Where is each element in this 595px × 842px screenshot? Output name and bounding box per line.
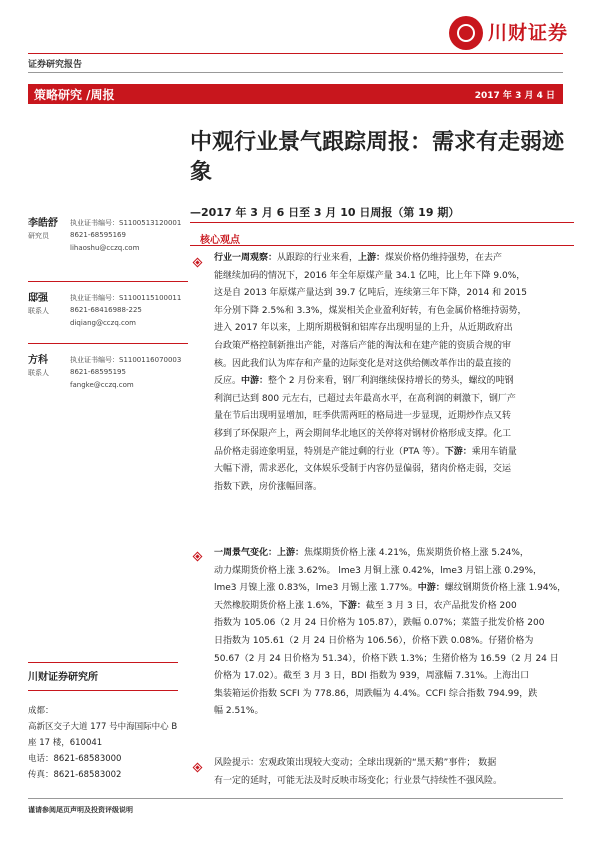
- risk-paragraph: [214, 755, 574, 790]
- analyst-role: 联系人: [28, 307, 49, 315]
- text-run: 焦煤期货价格上涨 4.21%，焦炭期货价格上涨 5.24%，: [304, 548, 529, 558]
- text-run: 煤炭价格仍维持强势，在去产: [385, 253, 503, 263]
- report-date: 2017 年 3 月 4 日: [474, 91, 555, 101]
- paragraph-line: [214, 426, 574, 444]
- bullet-icon: [193, 763, 203, 773]
- paragraph-line: [214, 373, 574, 391]
- header-divider: [28, 53, 563, 54]
- analyst-cert: 执业证书编号：S1100116070003: [70, 356, 182, 364]
- analyst-name: 李皓舒: [28, 218, 58, 229]
- report-type: 证券研究报告: [28, 60, 83, 70]
- analyst-name: 方科: [28, 355, 48, 366]
- report-category: 策略研究 /周报: [34, 88, 115, 102]
- text-run: 日指数为 105.61（2 月 24 日价格为 106.56），价格下跌 0.08%。仔猪价格为: [214, 635, 534, 646]
- analyst-card: [28, 289, 188, 327]
- text-run: 天然橡胶期货价格上涨 1.6%，: [214, 600, 339, 611]
- paragraph-line: [214, 444, 574, 462]
- report-subtitle: —2017 年 3 月 6 日至 3 月 10 日周报（第 19 期）: [190, 206, 460, 219]
- paragraph-line: [214, 545, 574, 563]
- paragraph-line: [214, 668, 574, 686]
- analyst-cert: 执业证书编号：S1100513120001: [70, 219, 182, 227]
- bullet-lead: 行业一周观察：: [214, 253, 278, 263]
- analyst-role: 研究员: [28, 232, 49, 240]
- text-run: 能继续加码的情况下，2016 年全年原煤产量 34.1 亿吨，比上年下降 9.0%，: [214, 270, 526, 281]
- paragraph-line: [214, 285, 574, 303]
- analyst-phone: 8621-68595195: [70, 368, 126, 376]
- text-run: 截至 3 月 3 日，农产品批发价格 200: [365, 600, 517, 611]
- text-run: 价格为 17.02）。截至 3 月 3 日，BDI 指数为 939，周涨幅 7.31%。上海出口: [214, 671, 530, 682]
- company-logo: [449, 16, 483, 50]
- bold-run: 上游：: [358, 253, 386, 263]
- text-run: 乘用车销量: [471, 446, 517, 457]
- institute-divider-top: [28, 662, 178, 663]
- paragraph-line: [214, 461, 574, 479]
- paragraph-line: [214, 338, 574, 356]
- analyst-role: 联系人: [28, 369, 49, 377]
- section-divider: [190, 245, 574, 246]
- paragraph-line: [214, 250, 574, 268]
- report-title: 中观行业景气跟踪周报：需求有走弱迹象: [190, 130, 565, 185]
- analyst-card: [28, 214, 188, 252]
- paragraph-line: [214, 686, 574, 704]
- analyst-email: fangke@cczq.com: [70, 381, 134, 389]
- text-run: 指数为 105.06（2 月 24 日价格为 105.87），跌幅 0.07%；菜篮子批发价格 200: [214, 618, 545, 629]
- institute-fax: 传真：8621-68583002: [28, 770, 122, 780]
- text-run: 大幅下滑，需求恶化，文体娱乐受制于内容仍显偏弱，猪肉价格走弱，交运: [214, 464, 512, 475]
- bullet-icon: [193, 552, 203, 562]
- text-run: 移到了环保限产上，两会期间华北地区的关停将对钢材价格形成支撑。化工: [214, 428, 512, 439]
- bullet-lead: 一周景气变化：: [214, 548, 278, 558]
- text-run: 核。因此我们认为库存和产量的边际变化是对这供给侧改革作出的最直接的: [214, 358, 512, 369]
- paragraph-line: [214, 391, 574, 409]
- text-run: 从跟踪的行业来看，: [277, 253, 359, 263]
- institute-phone: 电话：8621-68583000: [28, 754, 122, 764]
- bold-run: 中游：: [417, 583, 445, 594]
- paragraph-line: [214, 580, 574, 598]
- bold-run: 下游：: [338, 600, 366, 611]
- paragraph-line: [214, 773, 574, 791]
- analyst-email: lihaoshu@cczq.com: [70, 244, 140, 252]
- analyst-phone: 8621-68416988-225: [70, 306, 142, 314]
- analyst-divider: [28, 343, 188, 344]
- weekly-change-paragraph: [214, 545, 574, 721]
- text-run: 风险提示：宏观政策出现较大变动；全球出现新的“黑天鹅”事件； 数据: [214, 758, 497, 768]
- paragraph-line: [214, 615, 574, 633]
- text-run: 年分别下降 2.5%和 3.3%，煤炭相关企业盈利好转，有色金属价格维持弱势，: [214, 305, 527, 316]
- paragraph-line: [214, 268, 574, 286]
- institute-city: 成都：: [28, 706, 54, 716]
- analyst-divider: [28, 281, 188, 282]
- paragraph-line: [214, 356, 574, 374]
- analyst-card: [28, 351, 188, 389]
- category-banner: [28, 84, 563, 104]
- section-title: 核心观点: [200, 235, 240, 246]
- footer-disclaimer: 谨请参阅尾页声明及投资评级说明: [28, 806, 133, 814]
- paragraph-line: [214, 651, 574, 669]
- institute-address: 高新区交子大道 177 号中海国际中心 B 座 17 楼，610041: [28, 722, 178, 748]
- text-run: 反应。: [214, 376, 242, 387]
- text-run: 动力煤期货价格上涨 3.62%。 lme3 月铜上涨 0.42%，lme3 月铝上涨 0.29%，: [214, 565, 543, 576]
- paragraph-line: [214, 408, 574, 426]
- paragraph-line: [214, 598, 574, 616]
- text-run: 量在节后出现明显增加，旺季供需两旺的格局进一步显现，近期炒作点又转: [214, 411, 512, 422]
- analyst-email: diqiang@cczq.com: [70, 319, 136, 327]
- paragraph-line: [214, 479, 574, 497]
- bold-run: 下游：: [444, 446, 472, 457]
- text-run: 整个 2 月份来看，钢厂利润继续保持增长的势头，螺纹的吨钢: [268, 376, 514, 387]
- paragraph-line: [214, 703, 574, 721]
- text-run: 螺纹钢期货价格上涨 1.94%，: [444, 583, 567, 594]
- paragraph-line: [214, 303, 574, 321]
- analyst-phone: 8621-68595169: [70, 231, 126, 239]
- text-run: 台政策严格控制新推出产能，对落后产能的淘汰和在建产能的资质合规的审: [214, 340, 512, 351]
- text-run: 幅 2.51%。: [214, 706, 264, 717]
- paragraph-line: [214, 633, 574, 651]
- paragraph-line: [214, 755, 574, 773]
- text-run: 品价格走弱迹象明显，特别是产能过剩的行业（PTA 等）。: [214, 446, 445, 457]
- text-run: 进入 2017 年以来，上期所期极铜和铝库存出现明显的上升，从近期政府出: [214, 323, 513, 334]
- header-divider-2: [28, 72, 563, 73]
- paragraph-line: [214, 320, 574, 338]
- text-run: lme3 月镍上涨 0.83%，lme3 月锡上涨 1.77%。: [214, 583, 418, 594]
- text-run: 50.67（2 月 24 日价格为 51.34），价格下跌 1.3%；生猪价格为 16.59（2 月 24 日: [214, 653, 559, 664]
- bold-run: 中游：: [241, 376, 269, 387]
- institute-divider-bottom: [28, 690, 178, 691]
- paragraph-line: [214, 563, 574, 581]
- subtitle-divider: [190, 222, 574, 223]
- institute-name: 川财证券研究所: [28, 672, 98, 683]
- text-run: 指数下跌，房价涨幅回落。: [214, 481, 323, 492]
- company-name: 川财证券: [488, 22, 569, 44]
- bullet-icon: [193, 258, 203, 268]
- text-run: 有一定的延时，可能无法及时反映市场变化；行业景气持续性不强风险。: [214, 775, 503, 786]
- analyst-name: 邸强: [28, 293, 48, 304]
- institute-contact: [28, 703, 178, 783]
- text-run: 集装箱运价指数 SCFI 为 778.86，周跌幅为 4.4%。CCFI 综合指数 794.99，跌: [214, 688, 538, 699]
- analyst-cert: 执业证书编号：S1100115100011: [70, 294, 182, 302]
- text-run: 利润已达到 800 元左右，已超过去年最高水平，在高利润的刺激下，钢厂产: [214, 393, 516, 404]
- text-run: 这是自 2013 年原煤产量达到 39.7 亿吨后，连续第三年下降，2014 和 2015: [214, 288, 527, 299]
- observation-paragraph: [214, 250, 574, 496]
- footer-divider: [28, 798, 563, 799]
- bold-run: 上游：: [277, 548, 305, 558]
